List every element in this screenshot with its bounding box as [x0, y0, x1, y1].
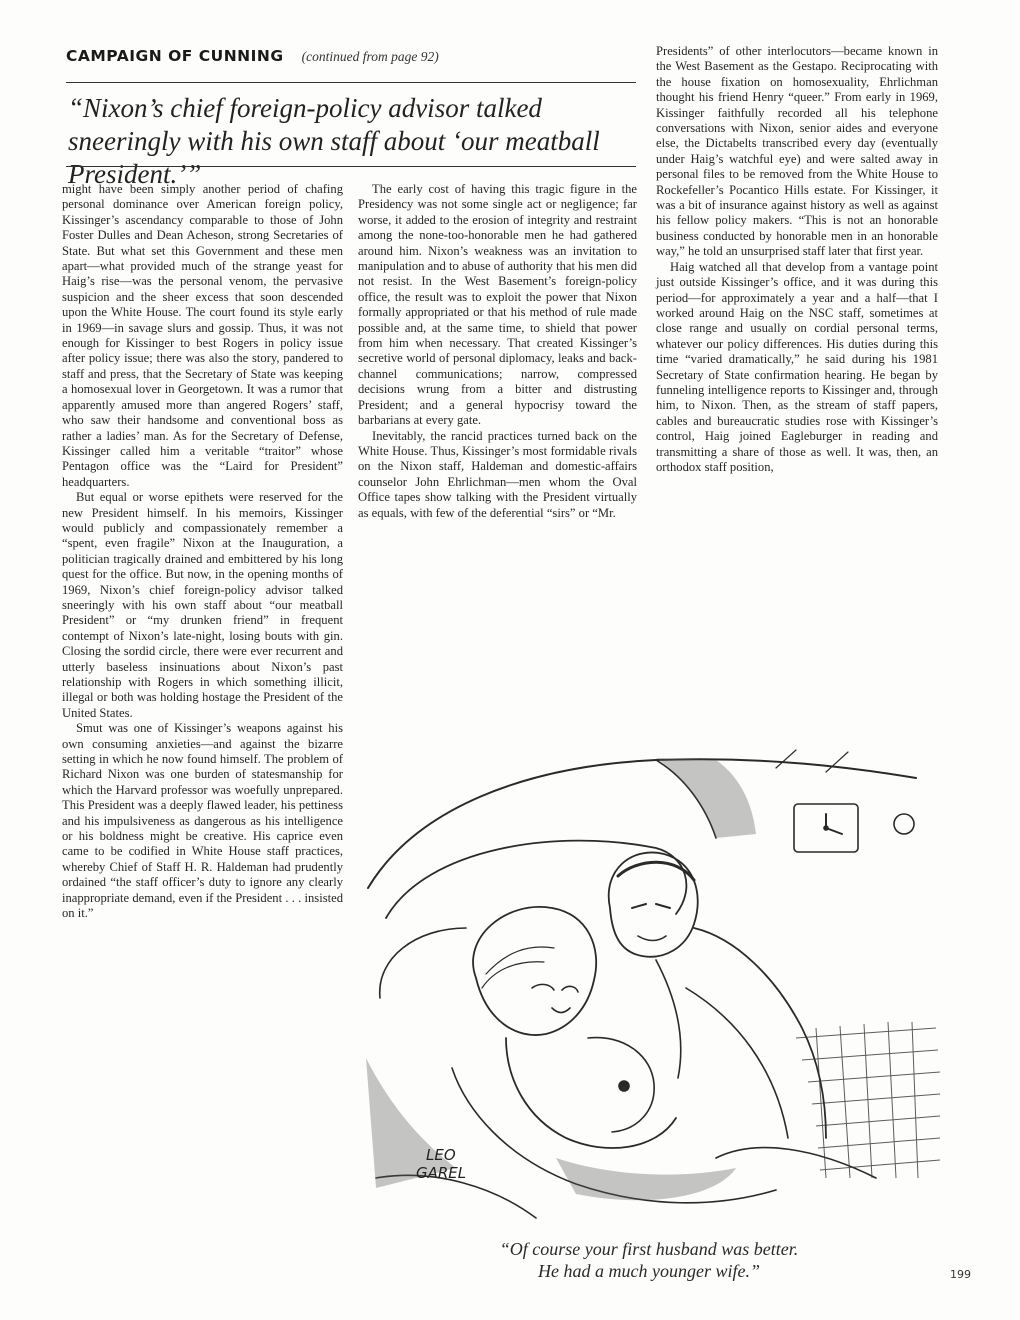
paragraph: Smut was one of Kissinger’s weapons against his own consuming anxieties—and against the bizarre setting in which he now found himself. The problem of Richard Nixon was one burden of statesmanship for which the Harvard professor was woefully unprepared. This President was a deeply flawed leader, his pettiness and his impulsiveness as dangerous as his intelligence or his boldness might be creative. His caprice even came to be codified in White House staff practices, whereby Chief of Staff H. R. Haldeman had prudently ordained “the staff officer’s duty to ignore any clearly inappropriate demand, even if the President . . . insisted on it.” — [62, 721, 343, 921]
cartoon-drawing — [356, 738, 942, 1226]
paragraph: The early cost of having this tragic figure in the Presidency was not some single act or negligence; far worse, it added to the erosion of integrity and restraint among the none-too-honorable men he had gathered around him. Nixon’s weakness was an invitation to manipulation and to abuse of authority that his men did not resist. In the West Basement’s foreign-policy office, the result was to exploit the power that Nixon formally appropriated or that his method of rule made possible and, at the same time, to shield that power from him when necessary. That created Kissinger’s secretive world of personal diplomacy, leaks and back-channel communications; narrow, compressed decisions wrung from a bitter and distrusting President; and a general hypocrisy toward the barbarians at every gate. — [358, 182, 637, 428]
article-header — [66, 47, 439, 71]
caption-line-2: He had a much younger wife.” — [538, 1261, 760, 1281]
page-number: 199 — [950, 1268, 971, 1281]
text-column-2 — [358, 182, 637, 521]
text-column-1 — [62, 182, 343, 922]
caption-line-1: “Of course your first husband was better. — [499, 1239, 799, 1259]
bottom-rule — [66, 166, 636, 167]
text-column-3 — [656, 44, 938, 475]
continued-note: (continued from page 92) — [301, 49, 439, 64]
artist-signature-line-2: GAREL — [416, 1164, 467, 1182]
cartoon-caption — [356, 1238, 942, 1282]
cartoon-illustration — [356, 738, 942, 1226]
pull-quote: “Nixon’s chief foreign-policy advisor talked sneeringly with his own staff about ‘our meatball President.’” — [68, 93, 600, 189]
section-kicker: CAMPAIGN OF CUNNING — [66, 47, 284, 65]
artist-signature-line-1: LEO — [426, 1146, 456, 1164]
paragraph: Inevitably, the rancid practices turned back on the White House. Thus, Kissinger’s most formidable rivals on the Nixon staff, Haldeman and domestic-affairs counselor John Ehrlichman—men whom the Oval Office tapes show talking with the President virtually as equals, with few of the deferential “sirs” or “Mr. — [358, 428, 637, 520]
paragraph: But equal or worse epithets were reserved for the new President himself. In his memoirs, Kissinger would publicly and compassionately remember a “spent, even fragile” Nixon at the Inauguration, a politician tragically drained and embittered by his long quest for the office. But now, in the opening months of 1969, Nixon’s chief foreign-policy advisor talked sneeringly with his own staff about “our meatball President” or “my drunken friend” in frequent contempt of Nixon’s late-night, losing bouts with gin. Closing the sordid circle, there were ever recurrent and utterly baseless insinuations about Nixon’s past relationship with Rogers in which something illicit, illegal or both was holding hostage the President of the United States. — [62, 490, 343, 720]
top-rule — [66, 82, 636, 83]
paragraph: Presidents” of other interlocutors—became known in the West Basement as the Gestapo. Reciprocating with the house fixation on homosexuality, Ehrlichman thought his friend Henry “queer.” From early in 1969, Kissinger faithfully recorded all his telephone conversations with Nixon, senior aides and everyone else, the Dictabelts transcribed every day (eventually under Haig’s watchful eye) and were salted away in personal files to be removed from the White House to Rockefeller’s Pocantico Hills estate. For Kissinger, it was a bit of insurance against history as well as against his fellow policy makers. “This is not an honorable business conducted by honorable men in an honorable way,” he told an unsurprised staff later that first year. — [656, 44, 938, 259]
paragraph: might have been simply another period of chafing personal dominance over American foreign policy, Kissinger’s ascendancy comparable to those of John Foster Dulles and Dean Acheson, strong Secretaries of State. But what set this Government and these men apart—what provided much of the strange yeast for Haig’s rise—was the personal venom, the pervasive suspicion and the sheer excess that soon descended upon the White House. The court found its style early in 1969—in savage slurs and gossip. Thus, it was not enough for Kissinger to best Rogers in policy issue after policy issue; there was also the story, pandered to staff and press, that the Secretary of State was keeping a homosexual lover in Georgetown. It was a rumor that apparently amused more than angered Rogers’ staff, who saw their handsome and conventional boss as rather a ladies’ man. As for the Secretary of Defense, Kissinger called him a veritable “traitor” whose Pentagon office was the “Laird for President” headquarters. — [62, 182, 343, 489]
paragraph: Haig watched all that develop from a vantage point just outside Kissinger’s office, and it was during this period—for approximately a year and a half—that I worked around Haig on the NSC staff, sometimes at close range and usually on cordial personal terms, whatever our policy differences. His duties during this time “varied dramatically,” he said during his 1981 Secretary of State confirmation hearing. He began by funneling intelligence reports to Kissinger and, through him, to Nixon. Then, as the stream of staff papers, cables and bureaucratic studies rose with Kissinger’s control, Haig joined Eagleburger in reading and transmitting a share of those as well. It was, then, an orthodox staff position, — [656, 259, 938, 474]
